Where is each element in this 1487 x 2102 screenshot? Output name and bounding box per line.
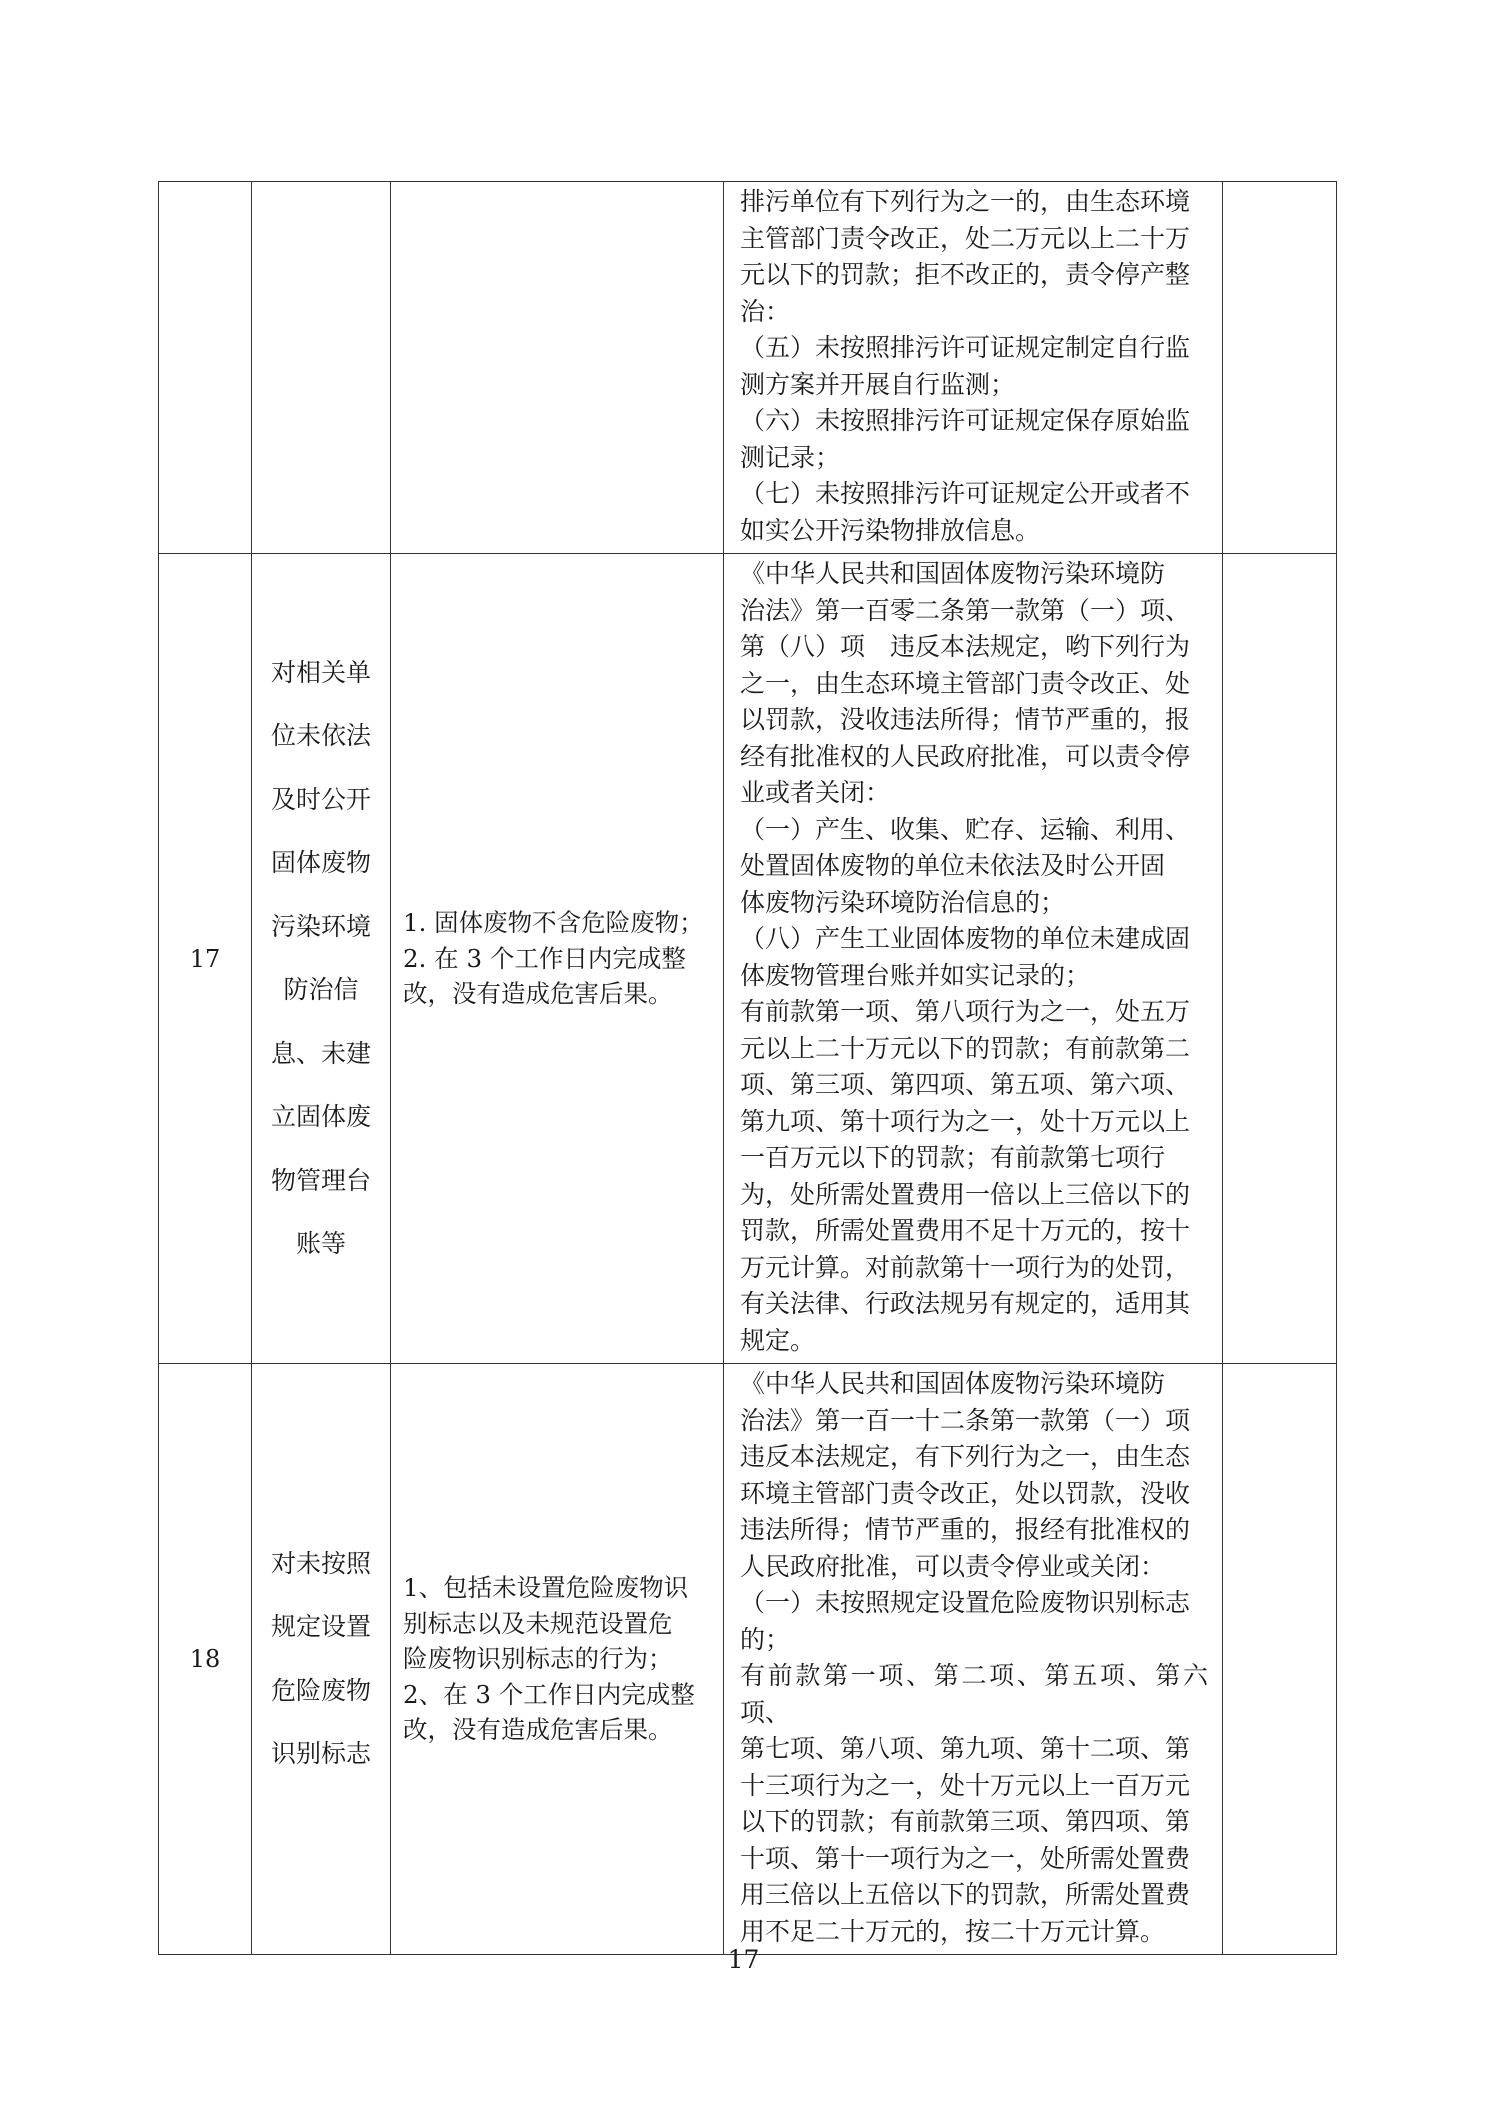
text-line: 规定。	[740, 1325, 816, 1355]
text-line: 第九项、第十项行为之一，处十万元以上	[740, 1106, 1191, 1136]
text-line: 防治信	[283, 975, 359, 1004]
text-line: 固体废物	[270, 848, 371, 877]
text-line: （八）产生工业固体废物的单位未建成固	[740, 924, 1191, 953]
text-line: （五）未按照排污许可证规定制定自行监	[740, 333, 1191, 362]
text-line: 对未按照	[270, 1548, 371, 1578]
text-line: 十三项行为之一，处十万元以上一百万元	[740, 1770, 1191, 1800]
text-line: 别标志以及未规范设置危	[403, 1608, 673, 1638]
text-line: 有前款第一项、第二项、第五项、第六项、	[740, 1661, 1208, 1727]
penalty-table	[158, 181, 1337, 1955]
text-line: 主管部门责令改正，处二万元以上二十万	[740, 223, 1191, 253]
text-line: 罚款，所需处置费用不足十万元的，按十	[740, 1216, 1191, 1245]
text-line: 业或者关闭：	[740, 778, 891, 807]
row-number: 18	[159, 1364, 252, 1955]
text-line: 2、在 3 个工作日内完成整	[403, 1679, 695, 1709]
text-line: 《中华人民共和国固体废物污染环境防	[740, 1369, 1166, 1398]
legal-basis	[724, 1364, 1223, 1955]
text-line: 治：	[740, 296, 791, 326]
text-line: 违反本法规定，有下列行为之一，由生态	[740, 1442, 1191, 1471]
text-line: 治法》第一百零二条第一款第（一）项、	[740, 595, 1191, 625]
text-line: 治法》第一百一十二条第一款第（一）项	[740, 1405, 1191, 1435]
text-line: 第（八）项 违反本法规定，哟下列行为	[740, 632, 1191, 661]
text-line: 对相关单	[270, 657, 371, 687]
text-line: 2. 在 3 个工作日内完成整	[403, 943, 686, 973]
text-line: 项、第三项、第四项、第五项、第六项、	[740, 1070, 1191, 1099]
violation-item	[252, 1364, 391, 1955]
text-line: （一）产生、收集、贮存、运输、利用、	[740, 814, 1191, 844]
text-line: 违法所得；情节严重的，报经有批准权的	[740, 1515, 1191, 1544]
text-line: 十项、第十一项行为之一，处所需处置费	[740, 1843, 1191, 1873]
text-line: 的；	[740, 1624, 791, 1654]
text-line: 经有批准权的人民政府批准，可以责令停	[740, 741, 1191, 771]
table-row	[159, 554, 1337, 1364]
violation-item	[252, 554, 391, 1364]
text-line: （七）未按照排污许可证规定公开或者不	[740, 479, 1191, 508]
text-line: 如实公开污染物排放信息。	[740, 515, 1041, 545]
text-line: 以下的罚款；有前款第三项、第四项、第	[740, 1807, 1191, 1836]
legal-basis	[724, 182, 1223, 554]
text-line: 规定设置	[270, 1612, 371, 1641]
text-line: 立固体废	[270, 1102, 371, 1131]
remarks-cell	[1223, 182, 1337, 554]
text-line: 以罚款，没收违法所得；情节严重的，报	[740, 705, 1191, 734]
text-line: 及时公开	[270, 784, 371, 814]
text-line: 污染环境	[270, 911, 371, 941]
text-line: （六）未按照排污许可证规定保存原始监	[740, 406, 1191, 435]
text-line: 体废物污染环境防治信息的；	[740, 887, 1066, 917]
text-line: 为，处所需处置费用一倍以上三倍以下的	[740, 1179, 1191, 1209]
exemption-conditions	[391, 554, 724, 1364]
text-line: 人民政府批准，可以责令停业或关闭：	[740, 1551, 1166, 1581]
text-line: 环境主管部门责令改正，处以罚款，没收	[740, 1478, 1191, 1508]
text-line: 账等	[295, 1229, 346, 1258]
text-line: 用三倍以上五倍以下的罚款，所需处置费	[740, 1880, 1191, 1909]
exemption-conditions	[391, 1364, 724, 1955]
text-line: 改，没有造成危害后果。	[403, 979, 673, 1009]
text-line: 危险废物	[270, 1675, 371, 1705]
text-line: 测记录；	[740, 442, 841, 472]
remarks-cell	[1223, 1364, 1337, 1955]
exemption-conditions	[391, 182, 724, 554]
table-row	[159, 1364, 1337, 1955]
text-line: 元以下的罚款；拒不改正的，责令停产整	[740, 260, 1191, 289]
text-line: 测方案并开展自行监测；	[740, 369, 1016, 399]
legal-basis	[724, 554, 1223, 1364]
text-line: 息、未建	[270, 1038, 371, 1068]
remarks-cell	[1223, 554, 1337, 1364]
row-number	[159, 182, 252, 554]
text-line: 识别标志	[270, 1739, 371, 1768]
text-line: 万元计算。对前款第十一项行为的处罚，	[740, 1252, 1191, 1282]
page-number: 17	[727, 1945, 760, 1974]
text-line: （一）未按照规定设置危险废物识别标志	[740, 1588, 1191, 1617]
table-row	[159, 182, 1337, 554]
text-line: 第七项、第八项、第九项、第十二项、第	[740, 1734, 1191, 1763]
text-line: 一百万元以下的罚款；有前款第七项行	[740, 1143, 1166, 1172]
text-line: 用不足二十万元的，按二十万元计算。	[740, 1916, 1166, 1946]
text-line: 1. 固体废物不含危险废物；	[403, 908, 704, 938]
text-line: 之一，由生态环境主管部门责令改正、处	[740, 668, 1191, 698]
violation-item	[252, 182, 391, 554]
row-number: 17	[159, 554, 252, 1364]
text-line: 险废物识别标志的行为；	[403, 1644, 673, 1674]
text-line: 处置固体废物的单位未依法及时公开固	[740, 851, 1166, 880]
text-line: 元以上二十万元以下的罚款；有前款第二	[740, 1033, 1191, 1063]
text-line: 物管理台	[270, 1165, 371, 1195]
text-line: 体废物管理台账并如实记录的；	[740, 960, 1091, 990]
text-line: 改，没有造成危害后果。	[403, 1715, 673, 1745]
text-line: 1、包括未设置危险废物识	[403, 1573, 689, 1603]
text-line: 排污单位有下列行为之一的，由生态环境	[740, 187, 1191, 216]
text-line: 位未依法	[270, 721, 371, 750]
text-line: 有前款第一项、第八项行为之一，处五万	[740, 997, 1191, 1026]
text-line: 《中华人民共和国固体废物污染环境防	[740, 559, 1166, 588]
text-line: 有关法律、行政法规另有规定的，适用其	[740, 1289, 1191, 1318]
